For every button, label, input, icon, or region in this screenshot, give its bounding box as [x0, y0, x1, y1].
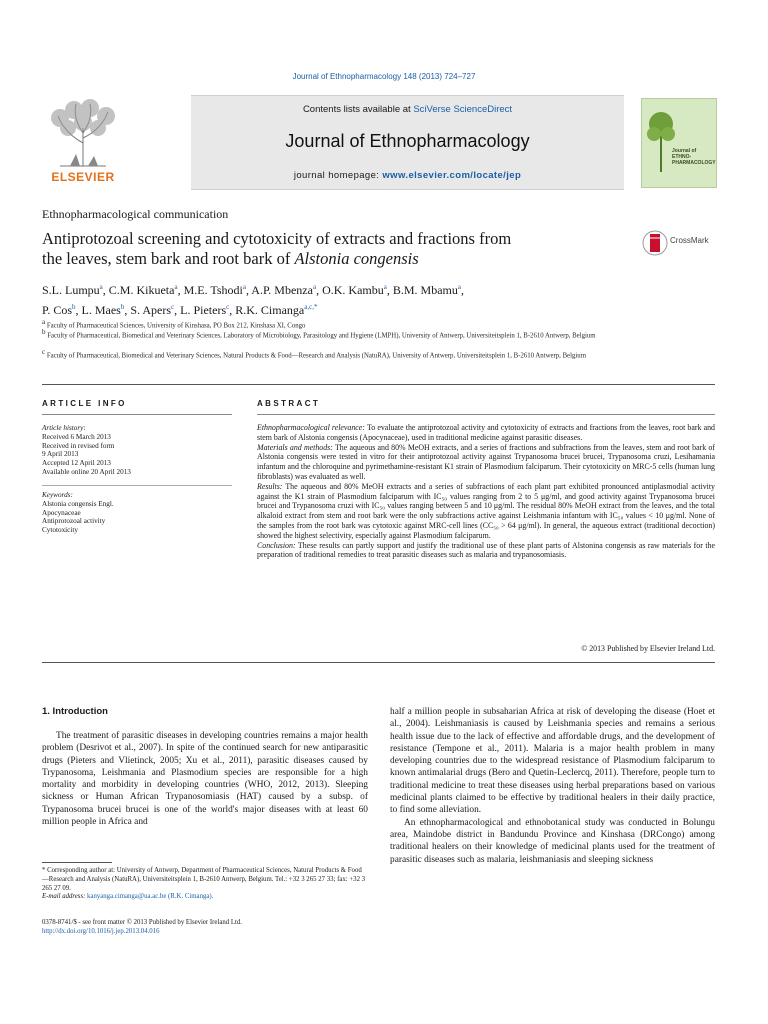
- contents-prefix: Contents lists available at: [302, 104, 414, 115]
- affiliation-text: Faculty of Pharmaceutical, Biomedical and Veterinary Sciences, Natural Products & Food—Research and Analysis (NatuRA), University of Antwerp, Universiteitsplein 1, B-2610 Antwerp, Belgium: [46, 352, 586, 360]
- author-affil-sup[interactable]: a: [383, 283, 387, 291]
- author-affil-sup[interactable]: b: [72, 303, 76, 311]
- history-label: Article history:: [42, 424, 86, 432]
- cover-line: Journal of: [672, 148, 697, 154]
- affiliation-key: a: [42, 318, 46, 326]
- keyword: Antiprotozoal activity: [42, 517, 106, 526]
- corresponding-footnote: [42, 867, 368, 902]
- doi-link[interactable]: http://dx.doi.org/10.1016/j.jep.2013.04.016: [42, 928, 160, 936]
- author-affil-sup[interactable]: a: [242, 283, 246, 291]
- author-affil-sup[interactable]: c: [226, 303, 230, 311]
- article-info-heading: ARTICLE INFO: [42, 399, 127, 408]
- author: C.M. Kikueta: [108, 283, 175, 297]
- footer-meta: [42, 918, 368, 936]
- affiliation-key: c: [42, 348, 46, 356]
- author: A.P. Mbenza: [251, 283, 313, 297]
- keyword: Cytotoxicity: [42, 526, 78, 535]
- crossmark-icon[interactable]: [642, 230, 668, 256]
- homepage-prefix: journal homepage:: [293, 170, 383, 181]
- title-species: Alstonia congensis: [294, 249, 419, 268]
- author-affil-sup[interactable]: a,c,*: [304, 303, 318, 311]
- author-affil-sup[interactable]: a: [99, 283, 103, 291]
- front-matter: 0378-8741/$ - see front matter © 2013 Published by Elsevier Ireland Ltd.: [42, 919, 242, 926]
- divider: [257, 414, 715, 415]
- title-line-2: [42, 249, 642, 269]
- divider: [42, 384, 715, 385]
- abstract-text: To evaluate the antiprotozoal activity and cytotoxicity of extracts and fractions from the leaves, root bark and stem bark of Alstonia congensis (Apocynaceae), used in traditional medicine against parasitic diseases.: [257, 423, 716, 442]
- abstract-label: Results:: [257, 481, 283, 491]
- title-line-2-plain: the leaves, stem bark and root bark of: [42, 249, 295, 268]
- divider: [42, 414, 232, 415]
- author-list: [42, 279, 732, 319]
- abstract-text: The aqueous and 80% MeOH extracts and a series of subfractions of each plant part exhibited pronounced antiplasmodial activity against the K1 strain of Plasmodium falciparum with IC₅₀ values ranging from 2 to 5 μg/ml, and good activity against Trypanosoma brucei brucei and Trypanosoma cruzi with IC₅₀ values ranging between 5 and 10 μg/ml. The residual 80% MeOH extract from the leaves, and the total alkaloid extract from stem and root bark were the only subfractions active against Leishmania infantum with IC₅₀ values < 10 μg/ml. None of the samples from the root bark was cytotoxic against MRC-cell lines (CC₅₀ > 64 μg/ml). In general, the aqueous extract (traditional decoction) showed the highest selectivity, especially against Plasmodium falciparum.: [257, 481, 715, 540]
- body-right-column: [390, 706, 715, 866]
- author-affil-sup[interactable]: b: [120, 303, 125, 311]
- abstract-label: Materials and methods:: [257, 442, 333, 452]
- author-affil-sup[interactable]: a: [312, 283, 317, 291]
- body-left-column: [42, 730, 368, 828]
- affiliation-b: [42, 328, 732, 341]
- abstract-relevance: [257, 423, 715, 443]
- author: O.K. Kambu: [322, 283, 384, 297]
- elsevier-wordmark: ELSEVIER: [51, 170, 115, 184]
- abstract-text: These results can partly support and justify the traditional use of these plant parts of Alstonina congensis as raw materials for the preparation of traditional remedies to treat parasitic diseases such as malaria and trypanosomiasis.: [257, 540, 715, 560]
- author: S. Apers: [130, 303, 172, 317]
- abstract-label: Conclusion:: [257, 540, 296, 550]
- abstract-label: Ethnopharmacological relevance:: [257, 423, 365, 432]
- divider: [42, 485, 232, 486]
- author-line-2: P. Cos$^b$, L. Maes$^b$, S. Apers$^c$, L. Pieters$^c$, R.K. Cimanga$^{a,c,*}$: [42, 303, 318, 317]
- abstract-copyright: © 2013 Published by Elsevier Ireland Ltd.: [581, 644, 715, 653]
- author: P. Cos: [42, 303, 73, 317]
- abstract-heading: ABSTRACT: [257, 399, 321, 408]
- article-history: [42, 424, 232, 477]
- author-line-1: S.L. Lumpu$^a$, C.M. Kikueta$^a$, M.E. Tshodi$^a$, A.P. Mbenza$^a$, O.K. Kambu$^a$, B.M. Mbamu$^a$,: [42, 283, 464, 297]
- author: S.L. Lumpu: [42, 283, 100, 297]
- history-item: Accepted 12 April 2013: [42, 459, 111, 468]
- author: L. Pieters: [180, 303, 227, 317]
- homepage-line: [191, 170, 624, 181]
- homepage-link[interactable]: www.elsevier.com/locate/jep: [382, 170, 522, 181]
- keywords-label: Keywords:: [42, 491, 73, 499]
- sciencedirect-link[interactable]: SciVerse ScienceDirect: [413, 104, 513, 115]
- journal-title: Journal of Ethnopharmacology: [285, 131, 530, 151]
- introduction-heading: 1. Introduction: [42, 706, 108, 717]
- affiliation-key: b: [42, 328, 46, 336]
- author-affil-sup[interactable]: a: [174, 283, 178, 291]
- abstract-results: [257, 482, 715, 541]
- keyword: Apocynaceae: [42, 508, 81, 517]
- affiliation-text: Faculty of Pharmaceutical, Biomedical and Veterinary Sciences, Laboratory of Microbiology, Parasitology and Hygiene (LMPH), University of Antwerp, Universiteitsplein 1, B-2610 Antwerp, Belgium: [47, 332, 596, 340]
- email-label: E-mail address:: [42, 893, 86, 901]
- affiliation-c: [42, 348, 732, 361]
- keyword: Alstonia congensis Engl.: [42, 499, 114, 508]
- journal-citation[interactable]: Journal of Ethnopharmacology 148 (2013) 724–727: [292, 72, 476, 81]
- author: B.M. Mbamu: [392, 283, 458, 297]
- cover-line: PHARMACOLOGY: [672, 160, 716, 166]
- affiliation-text: Faculty of Pharmaceutical Sciences, University of Kinshasa, PO Box 212, Kinshasa XI, Congo: [46, 322, 306, 330]
- abstract-text: The aqueous and 80% MeOH extracts, and a series of fractions and subfractions from the leaves, stem and root bark of Alstonia congensis were tested in vitro for their antiprotozoal activity against Trypanosoma brucei brucei, Trypanosoma cruzi, Lesihamania infantum and the chloroquine and pyrimethamine-resistant K1 strain of Plasmodium falciparum. Their cytotoxicity on MRC-5 cells (human lung fibroblasts) was evaluated as well.: [257, 442, 715, 481]
- intro-paragraph: half a million people in subsaharian Africa at risk of developing the disease (Hoet et al., 2004). Leishmaniasis is caused by Leishmania species and remains a serious health issue due to the lack of effective and affordable drugs, and the development of resistance (Tempone et al., 2011). Malaria is a major health problem in many developing countries due to the widespread resistance of Plasmodium falciparum to known antimalarial drugs (Bero and Quetin-Leclercq, 2011). Therefore, people turn to traditional medicine to treat these diseases using herbal preparations based on various medicinal plants claimed to be effective by traditional healers in their daily practice, to find some alleviation.: [390, 707, 715, 816]
- cover-line: ETHNO-: [672, 154, 692, 160]
- title-line-1: Antiprotozoal screening and cytotoxicity of extracts and fractions from: [42, 229, 512, 248]
- author-affil-sup[interactable]: a: [457, 283, 461, 291]
- author-affil-sup[interactable]: c: [171, 303, 175, 311]
- intro-paragraph: The treatment of parasitic diseases in developing countries remains a major health problem (Desrivot et al., 2007). In spite of the continued search for new antiparasitic drugs (Pieters and Vlietinck, 2005; Xu et al., 2011), parasitic diseases caused by Trypanosoma, Leishmania and Plasmodium species are responsible for a high mortality and morbidity in developing countries (WHO, 2012, 2013). Sleeping sickness or Human African Trypanosomiasis (HAT) caused by a subsp. of Trypanosoma brucei brucei is one of the world's major diseases with at least 60 million people in Africa and: [42, 731, 368, 828]
- abstract-conclusion: [257, 541, 715, 561]
- contents-line: [191, 104, 624, 115]
- author: R.K. Cimanga: [235, 303, 305, 317]
- intro-paragraph: An ethnopharmacological and ethnobotanical study was conducted in Bolungu area, Maindobe district in Bandundu Province and Kinshasa (DRCongo) among traditional healers on their knowledge of medicinal plants used for the treatment of parasitic diseases such as malaria, leishmaniasis and sleeping sickness: [390, 817, 715, 865]
- author: M.E. Tshodi: [183, 283, 243, 297]
- email-line: [42, 893, 368, 902]
- history-item: Available online 20 April 2013: [42, 467, 131, 476]
- article-type: Ethnopharmacological communication: [42, 207, 229, 221]
- divider: [42, 662, 715, 663]
- abstract-methods: [257, 443, 715, 482]
- email-link[interactable]: kanyanga.cimanga@ua.ac.be (R.K. Cimanga).: [85, 893, 214, 901]
- history-item: Received 6 March 2013: [42, 432, 111, 441]
- history-item: Received in revised form: [42, 441, 115, 450]
- history-item: 9 April 2013: [42, 450, 79, 459]
- corresponding-author: * Corresponding author at: University of Antwerp, Department of Pharmaceutical Sciences, Natural Products & Food—Research and Analysis (NatuRA), Universiteitsplein 1, B-2610 Antwerp, Belgium. Tel.: +32 3 265 27 33; fax: +32 3 265 27 09.: [42, 867, 366, 892]
- cover-title: [672, 148, 716, 166]
- author: L. Maes: [81, 303, 121, 317]
- keywords: [42, 491, 232, 535]
- footnote-divider: [42, 862, 112, 863]
- article-title: [42, 229, 642, 269]
- abstract-body: [257, 423, 715, 560]
- crossmark-label[interactable]: CrossMark: [670, 236, 709, 245]
